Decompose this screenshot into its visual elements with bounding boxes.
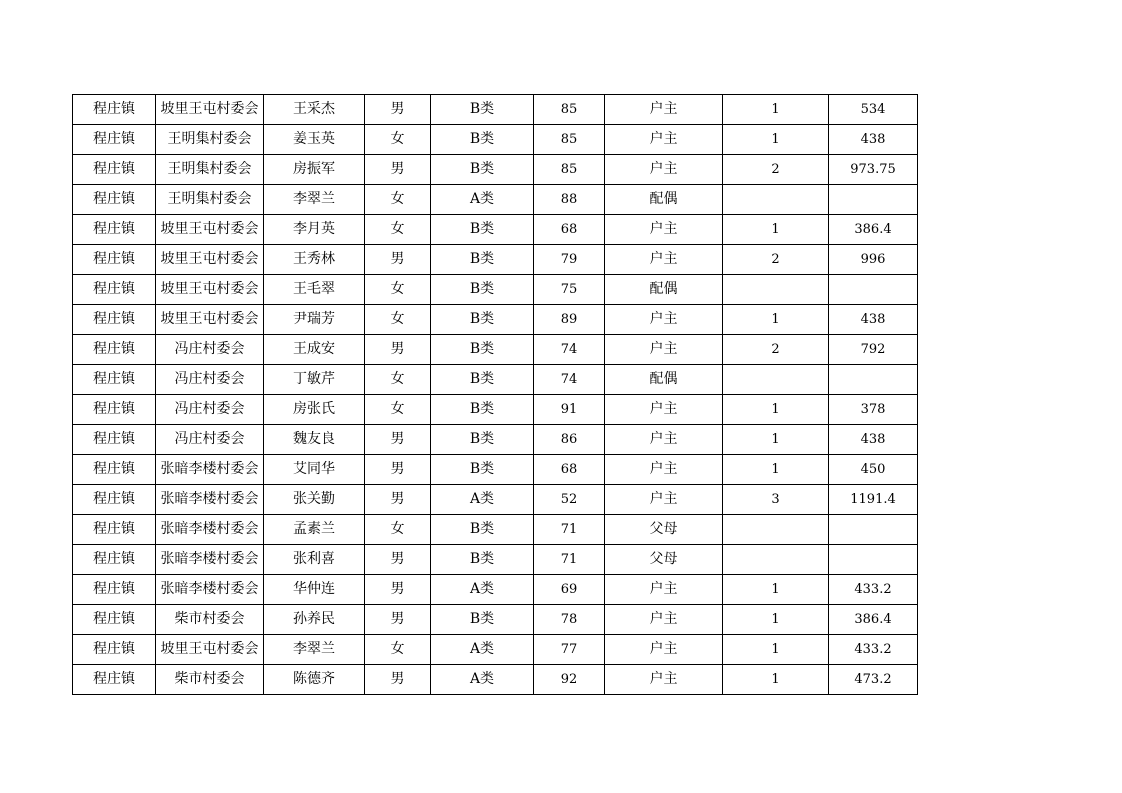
age-cell: 75: [534, 275, 605, 305]
household-size-cell: 1: [723, 395, 829, 425]
amount-cell: 438: [829, 305, 918, 335]
amount-cell: 386.4: [829, 215, 918, 245]
household-size-cell: [723, 545, 829, 575]
name-cell: 李翠兰: [264, 185, 365, 215]
category-cell: A类: [431, 485, 534, 515]
household-size-cell: 1: [723, 215, 829, 245]
name-cell: 丁敏芹: [264, 365, 365, 395]
amount-cell: 473.2: [829, 665, 918, 695]
relation-cell: 配偶: [605, 365, 723, 395]
table-row: [73, 665, 918, 695]
town-cell: 程庄镇: [73, 365, 156, 395]
household-size-cell: 1: [723, 305, 829, 335]
village-committee-cell: 冯庄村委会: [156, 365, 264, 395]
gender-cell: 男: [365, 245, 431, 275]
relation-cell: 父母: [605, 545, 723, 575]
household-size-cell: [723, 185, 829, 215]
gender-cell: 女: [365, 635, 431, 665]
amount-cell: 973.75: [829, 155, 918, 185]
age-cell: 85: [534, 125, 605, 155]
name-cell: 王秀林: [264, 245, 365, 275]
household-size-cell: [723, 365, 829, 395]
category-cell: B类: [431, 455, 534, 485]
amount-cell: 433.2: [829, 635, 918, 665]
town-cell: 程庄镇: [73, 245, 156, 275]
household-size-cell: 1: [723, 575, 829, 605]
age-cell: 79: [534, 245, 605, 275]
table-row: [73, 95, 918, 125]
town-cell: 程庄镇: [73, 575, 156, 605]
table-row: [73, 395, 918, 425]
town-cell: 程庄镇: [73, 215, 156, 245]
gender-cell: 男: [365, 485, 431, 515]
village-committee-cell: 坡里王屯村委会: [156, 275, 264, 305]
gender-cell: 女: [365, 215, 431, 245]
amount-cell: [829, 365, 918, 395]
name-cell: 房张氏: [264, 395, 365, 425]
name-cell: 王成安: [264, 335, 365, 365]
age-cell: 71: [534, 545, 605, 575]
age-cell: 91: [534, 395, 605, 425]
village-committee-cell: 坡里王屯村委会: [156, 635, 264, 665]
age-cell: 86: [534, 425, 605, 455]
age-cell: 89: [534, 305, 605, 335]
relation-cell: 户主: [605, 335, 723, 365]
household-size-cell: 1: [723, 665, 829, 695]
name-cell: 孙养民: [264, 605, 365, 635]
relation-cell: 户主: [605, 395, 723, 425]
table-row: [73, 185, 918, 215]
name-cell: 王毛翠: [264, 275, 365, 305]
town-cell: 程庄镇: [73, 485, 156, 515]
village-committee-cell: 柴市村委会: [156, 665, 264, 695]
table-row: [73, 575, 918, 605]
age-cell: 68: [534, 215, 605, 245]
relation-cell: 户主: [605, 305, 723, 335]
amount-cell: [829, 185, 918, 215]
village-committee-cell: 坡里王屯村委会: [156, 95, 264, 125]
amount-cell: 792: [829, 335, 918, 365]
age-cell: 78: [534, 605, 605, 635]
gender-cell: 女: [365, 125, 431, 155]
gender-cell: 女: [365, 305, 431, 335]
town-cell: 程庄镇: [73, 95, 156, 125]
household-size-cell: [723, 515, 829, 545]
table-row: [73, 425, 918, 455]
data-table: [72, 94, 918, 695]
amount-cell: 386.4: [829, 605, 918, 635]
table-row: [73, 485, 918, 515]
relation-cell: 户主: [605, 485, 723, 515]
relation-cell: 配偶: [605, 185, 723, 215]
table-body: [73, 95, 918, 695]
gender-cell: 男: [365, 545, 431, 575]
village-committee-cell: 坡里王屯村委会: [156, 245, 264, 275]
town-cell: 程庄镇: [73, 665, 156, 695]
age-cell: 85: [534, 95, 605, 125]
relation-cell: 父母: [605, 515, 723, 545]
age-cell: 74: [534, 335, 605, 365]
category-cell: B类: [431, 275, 534, 305]
gender-cell: 女: [365, 395, 431, 425]
relation-cell: 户主: [605, 425, 723, 455]
name-cell: 房振军: [264, 155, 365, 185]
name-cell: 李月英: [264, 215, 365, 245]
table-row: [73, 545, 918, 575]
category-cell: B类: [431, 245, 534, 275]
category-cell: B类: [431, 395, 534, 425]
table-row: [73, 365, 918, 395]
village-committee-cell: 张暗李楼村委会: [156, 575, 264, 605]
age-cell: 69: [534, 575, 605, 605]
village-committee-cell: 冯庄村委会: [156, 335, 264, 365]
relation-cell: 户主: [605, 95, 723, 125]
age-cell: 74: [534, 365, 605, 395]
gender-cell: 女: [365, 515, 431, 545]
age-cell: 71: [534, 515, 605, 545]
relation-cell: 户主: [605, 215, 723, 245]
village-committee-cell: 冯庄村委会: [156, 395, 264, 425]
gender-cell: 男: [365, 665, 431, 695]
name-cell: 姜玉英: [264, 125, 365, 155]
category-cell: B类: [431, 335, 534, 365]
gender-cell: 男: [365, 605, 431, 635]
name-cell: 孟素兰: [264, 515, 365, 545]
relation-cell: 户主: [605, 155, 723, 185]
amount-cell: 996: [829, 245, 918, 275]
town-cell: 程庄镇: [73, 275, 156, 305]
table-row: [73, 335, 918, 365]
amount-cell: 433.2: [829, 575, 918, 605]
household-size-cell: 2: [723, 155, 829, 185]
household-size-cell: 2: [723, 245, 829, 275]
category-cell: B类: [431, 125, 534, 155]
category-cell: B类: [431, 425, 534, 455]
town-cell: 程庄镇: [73, 635, 156, 665]
gender-cell: 女: [365, 275, 431, 305]
town-cell: 程庄镇: [73, 545, 156, 575]
village-committee-cell: 张暗李楼村委会: [156, 515, 264, 545]
amount-cell: 450: [829, 455, 918, 485]
relation-cell: 户主: [605, 575, 723, 605]
category-cell: B类: [431, 365, 534, 395]
table-row: [73, 155, 918, 185]
name-cell: 张关勤: [264, 485, 365, 515]
table-row: [73, 275, 918, 305]
household-size-cell: 1: [723, 605, 829, 635]
name-cell: 李翠兰: [264, 635, 365, 665]
table-row: [73, 515, 918, 545]
village-committee-cell: 柴市村委会: [156, 605, 264, 635]
amount-cell: [829, 275, 918, 305]
village-committee-cell: 坡里王屯村委会: [156, 215, 264, 245]
household-size-cell: [723, 275, 829, 305]
relation-cell: 户主: [605, 665, 723, 695]
category-cell: A类: [431, 665, 534, 695]
table-row: [73, 605, 918, 635]
category-cell: A类: [431, 575, 534, 605]
amount-cell: [829, 515, 918, 545]
gender-cell: 男: [365, 95, 431, 125]
town-cell: 程庄镇: [73, 305, 156, 335]
amount-cell: [829, 545, 918, 575]
relation-cell: 配偶: [605, 275, 723, 305]
age-cell: 77: [534, 635, 605, 665]
town-cell: 程庄镇: [73, 515, 156, 545]
town-cell: 程庄镇: [73, 455, 156, 485]
amount-cell: 438: [829, 125, 918, 155]
category-cell: B类: [431, 95, 534, 125]
town-cell: 程庄镇: [73, 335, 156, 365]
category-cell: A类: [431, 185, 534, 215]
town-cell: 程庄镇: [73, 185, 156, 215]
category-cell: B类: [431, 215, 534, 245]
village-committee-cell: 张暗李楼村委会: [156, 485, 264, 515]
relation-cell: 户主: [605, 605, 723, 635]
name-cell: 王采杰: [264, 95, 365, 125]
name-cell: 华仲连: [264, 575, 365, 605]
name-cell: 艾同华: [264, 455, 365, 485]
town-cell: 程庄镇: [73, 155, 156, 185]
table-row: [73, 125, 918, 155]
table-row: [73, 635, 918, 665]
category-cell: B类: [431, 305, 534, 335]
amount-cell: 1191.4: [829, 485, 918, 515]
gender-cell: 男: [365, 425, 431, 455]
category-cell: B类: [431, 155, 534, 185]
town-cell: 程庄镇: [73, 125, 156, 155]
amount-cell: 534: [829, 95, 918, 125]
gender-cell: 男: [365, 335, 431, 365]
town-cell: 程庄镇: [73, 605, 156, 635]
village-committee-cell: 王明集村委会: [156, 185, 264, 215]
relation-cell: 户主: [605, 455, 723, 485]
village-committee-cell: 王明集村委会: [156, 155, 264, 185]
age-cell: 68: [534, 455, 605, 485]
village-committee-cell: 王明集村委会: [156, 125, 264, 155]
table-row: [73, 455, 918, 485]
gender-cell: 女: [365, 365, 431, 395]
gender-cell: 男: [365, 455, 431, 485]
age-cell: 92: [534, 665, 605, 695]
relation-cell: 户主: [605, 125, 723, 155]
relation-cell: 户主: [605, 635, 723, 665]
gender-cell: 男: [365, 575, 431, 605]
age-cell: 85: [534, 155, 605, 185]
name-cell: 尹瑞芳: [264, 305, 365, 335]
household-size-cell: 3: [723, 485, 829, 515]
gender-cell: 男: [365, 155, 431, 185]
household-size-cell: 1: [723, 635, 829, 665]
household-size-cell: 1: [723, 425, 829, 455]
name-cell: 张利喜: [264, 545, 365, 575]
relation-cell: 户主: [605, 245, 723, 275]
category-cell: B类: [431, 545, 534, 575]
town-cell: 程庄镇: [73, 425, 156, 455]
village-committee-cell: 张暗李楼村委会: [156, 455, 264, 485]
household-size-cell: 1: [723, 455, 829, 485]
household-size-cell: 1: [723, 125, 829, 155]
town-cell: 程庄镇: [73, 395, 156, 425]
name-cell: 魏友良: [264, 425, 365, 455]
table-row: [73, 245, 918, 275]
village-committee-cell: 冯庄村委会: [156, 425, 264, 455]
category-cell: B类: [431, 605, 534, 635]
category-cell: B类: [431, 515, 534, 545]
village-committee-cell: 坡里王屯村委会: [156, 305, 264, 335]
table-row: [73, 215, 918, 245]
gender-cell: 女: [365, 185, 431, 215]
name-cell: 陈德齐: [264, 665, 365, 695]
table-row: [73, 305, 918, 335]
age-cell: 52: [534, 485, 605, 515]
amount-cell: 438: [829, 425, 918, 455]
age-cell: 88: [534, 185, 605, 215]
household-size-cell: 1: [723, 95, 829, 125]
category-cell: A类: [431, 635, 534, 665]
amount-cell: 378: [829, 395, 918, 425]
household-size-cell: 2: [723, 335, 829, 365]
village-committee-cell: 张暗李楼村委会: [156, 545, 264, 575]
